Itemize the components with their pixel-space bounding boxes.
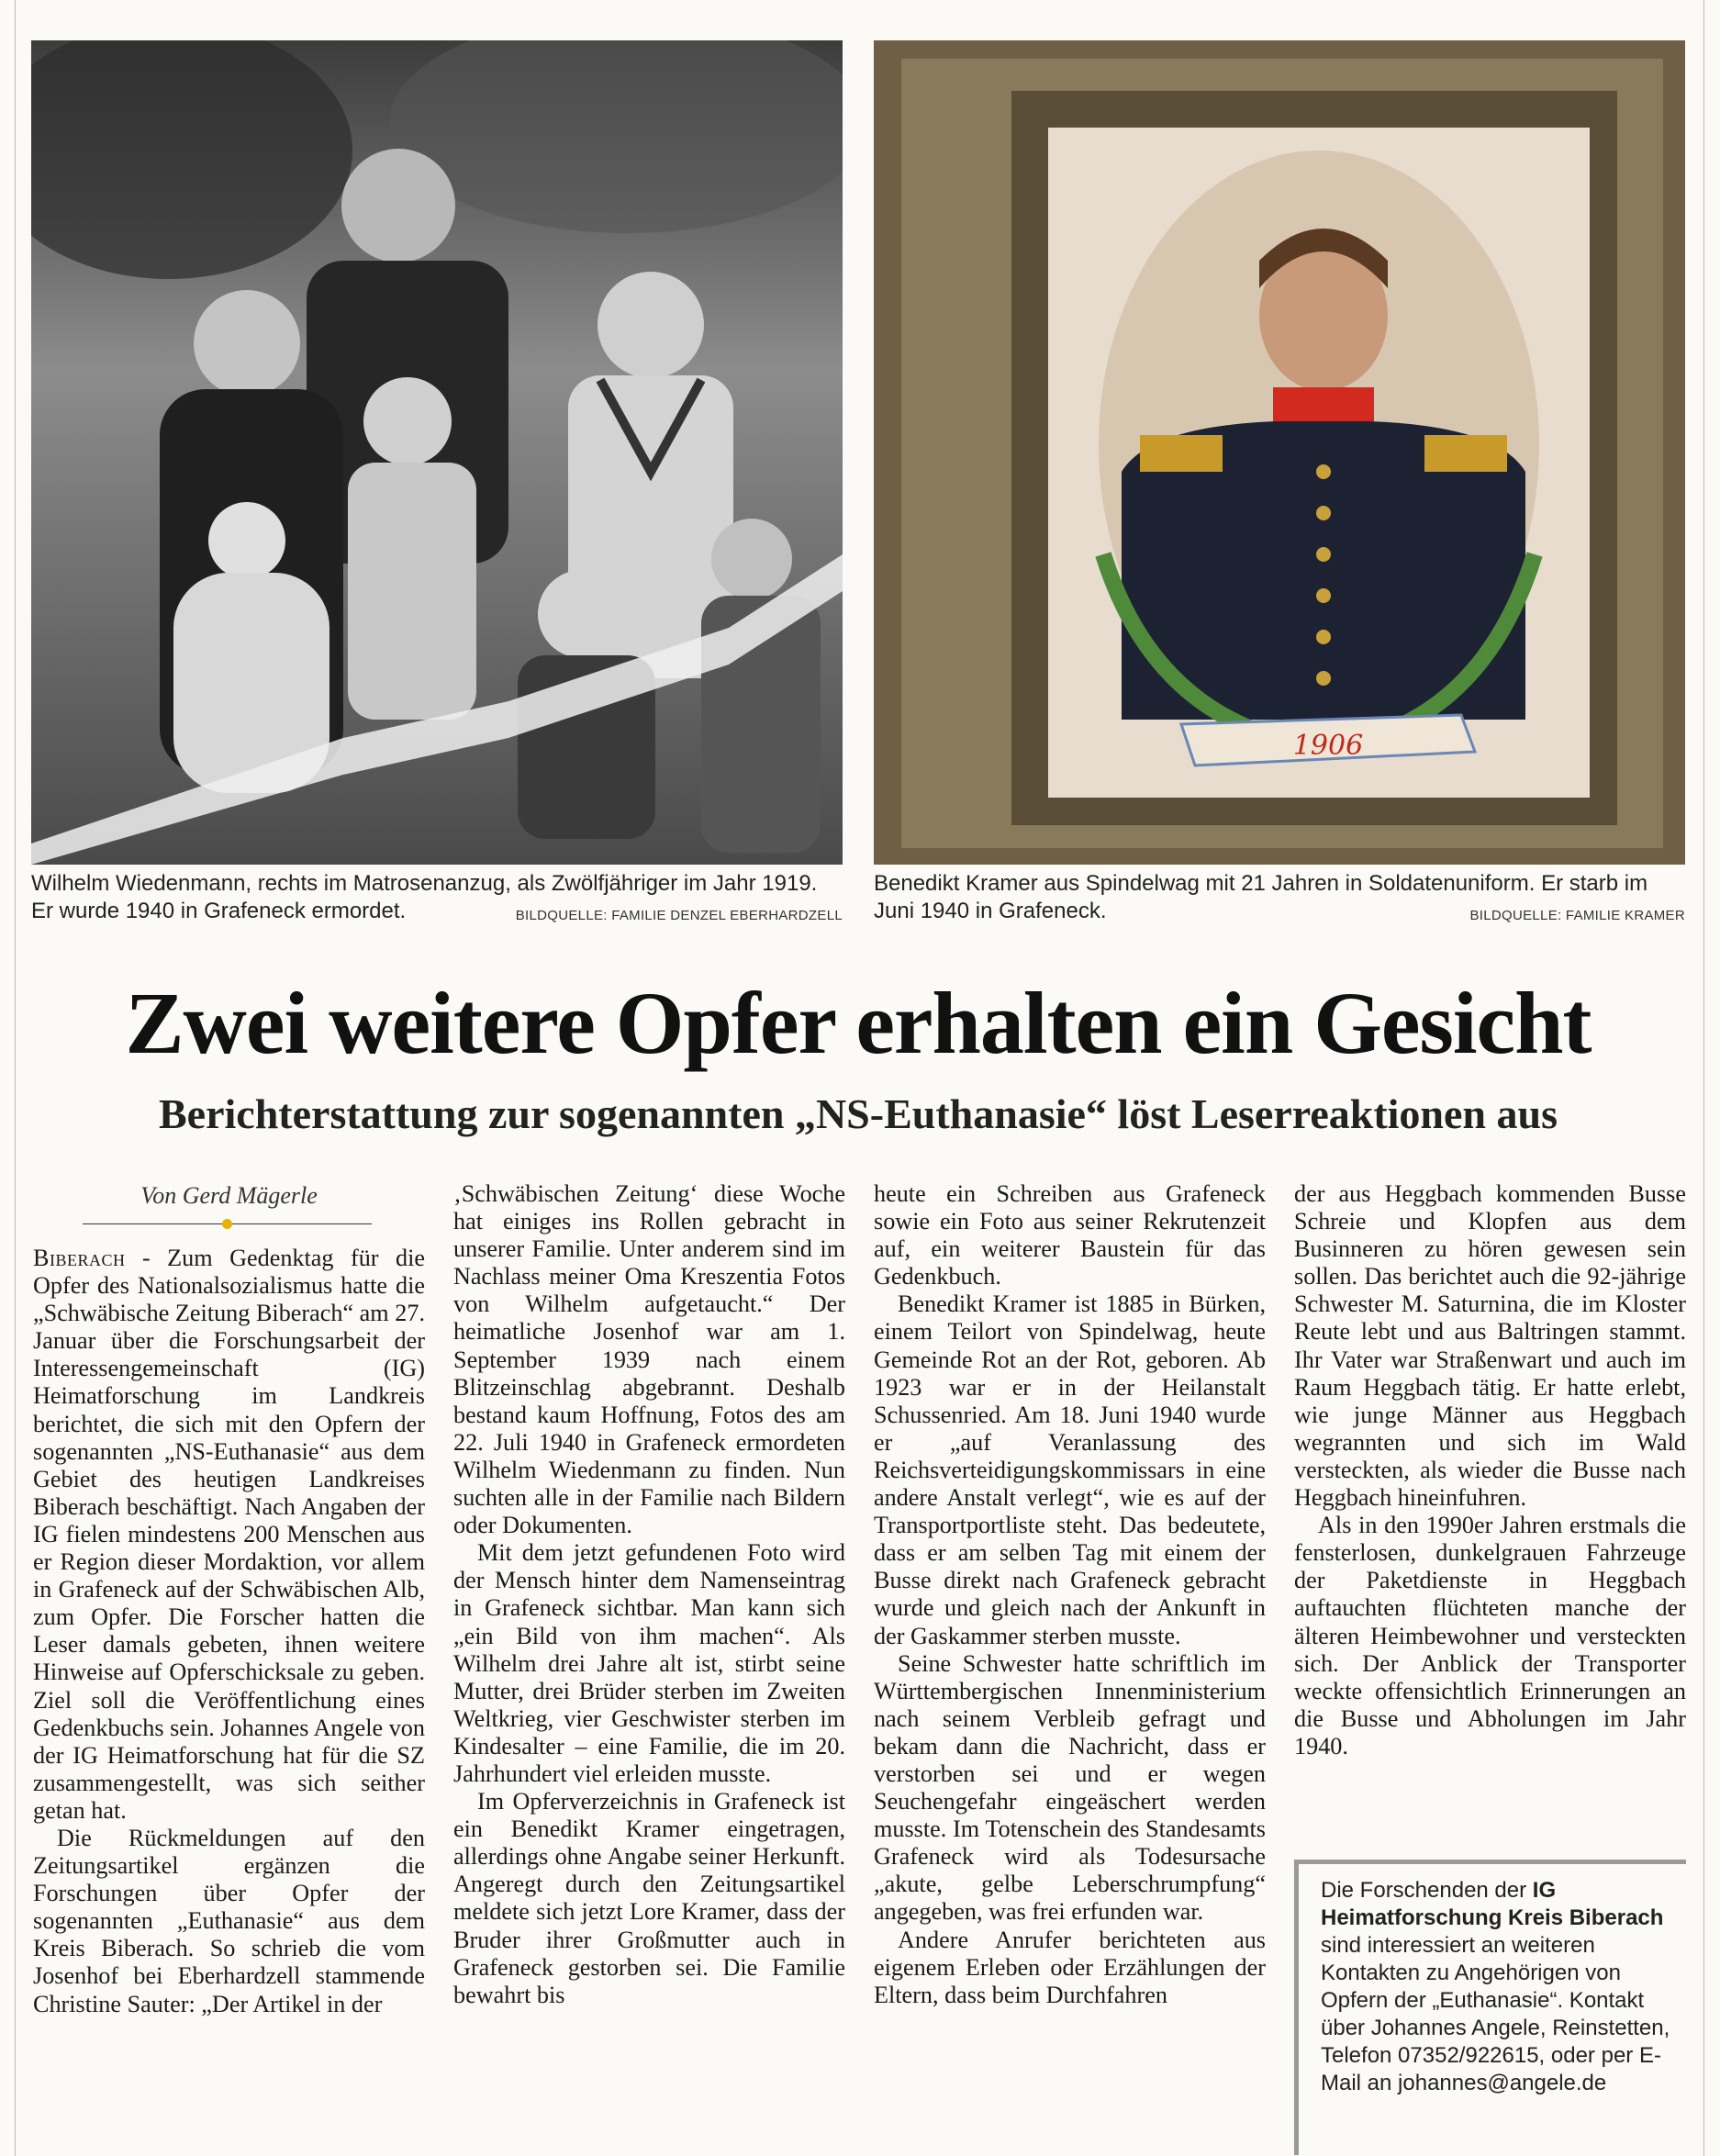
article-paragraph: heute ein Schreiben aus Grafeneck sowie ein Foto aus seiner Rekrutenzeit auf, ein weiterer Baustein für das Gedenkbuch. bbox=[874, 1180, 1266, 1290]
family-photo-caption bbox=[31, 870, 843, 930]
article-paragraph: Die Rückmeldungen auf den Zeitungsartikel ergänzen die Forschungen über Opfer der sogenannten „Euthanasie“ aus dem Kreis Biberach. So schrieb die vom Josenhof bei Eberhardzell stammende Christine Sauter: „Der Artikel in der bbox=[33, 1824, 425, 2017]
article-column-4 bbox=[1294, 1180, 1686, 1760]
article-paragraph bbox=[33, 1245, 425, 1825]
contact-infobox bbox=[1294, 1860, 1686, 2155]
article-paragraph: Mit dem jetzt gefundenen Foto wird der Mensch hinter dem Namenseintrag in Grafeneck sichtbar. Man kann sich „ein Bild von ihm machen“. Als Wilhelm drei Jahre alt ist, stirbt seine Mutter, drei Brüder sterben im Zweiten Weltkrieg, vier Geschwister sterben im Kindesalter – eine Familie, die im 20. Jahrhundert viel erleiden musste. bbox=[453, 1539, 845, 1787]
soldier-photo-credit: BILDQUELLE: FAMILIE KRAMER bbox=[1469, 908, 1685, 923]
soldier-photo-image bbox=[874, 40, 1685, 865]
article-paragraph: Benedikt Kramer ist 1885 in Bürken, einem Teilort von Spindelwag, heute Gemeinde Rot an der Rot, geboren. Ab 1923 war er in der Heilanstalt Schussenried. Am 18. Juni 1940 wurde er „auf Veranlassung des Reichsverteidigungskommissars in eine andere Anstalt verlegt“, wie es auf der Transportportliste steht. Das bedeutete, dass er am selben Tag mit einem der Busse direkt nach Grafeneck gebracht wurde und gleich nach der Ankunft in der Gaskammer sterben musste. bbox=[874, 1290, 1266, 1649]
article-paragraph: Als in den 1990er Jahren erstmals die fensterlosen, dunkelgrauen Fahrzeuge der Paketdienste in Heggbach auftauchten flüchteten manche der älteren Heimbewohner und versteckten sich. Der Anblick der Transporter weckte offensichtlich Erinnerungen an die Busse und Abholungen im Jahr 1940. bbox=[1294, 1512, 1686, 1759]
headline: Zwei weitere Opfer erhalten ein Gesicht bbox=[125, 974, 1592, 1072]
article-paragraph: Im Opferverzeichnis in Grafeneck ist ein Benedikt Kramer eingetragen, allerdings ohne Angabe seiner Herkunft. Angeregt durch den Zeitungsartikel meldete sich jetzt Lore Kramer, dass der Bruder ihrer Großmutter auch in Grafeneck gestorben sei. Die Familie bewahrt bis bbox=[453, 1788, 845, 2008]
paragraph-text: - Zum Gedenktag für die Opfer des Nationalsozialismus hatte die „Schwäbische Zeitung Biberach“ am 27. Januar über die Forschungsarbeit der Interessengemeinschaft (IG) Heimatforschung im Landkreis berichtet, die sich mit den Opfern der sogenannten „NS-Euthanasie“ aus dem Gebiet des heutigen Landkreises Biberach beschäftigt. Nach Angaben der IG fielen mindestens 200 Menschen aus er Region dieser Mordaktion, vor allem in Grafeneck auf der Schwäbischen Alb, zum Opfer. Die Forscher hatten die Leser damals gebeten, ihnen weitere Hinweise auf Opferschicksale zu geben. Ziel soll die Veröffentlichung eines Gedenkbuchs sein. Johannes Angele von der IG Heimatforschung hat für die SZ zusammengestellt, was sich seither getan hat. bbox=[33, 1245, 425, 1824]
article-paragraph: ‚Schwäbischen Zeitung‘ diese Woche hat einiges ins Rollen gebracht in unserer Familie. Unter anderem sind im Nachlass meiner Oma Kreszentia Fotos von Wilhelm aufgetaucht.“ Der heimatliche Josenhof war am 1. September 1939 nach einem Blitzeinschlag abgebrannt. Deshalb bestand kaum Hoffnung, Fotos des am 22. Juli 1940 in Grafeneck ermordeten Wilhelm Wiedenmann zu finden. Nun suchten alle in der Familie nach Bildern oder Dokumenten. bbox=[453, 1180, 845, 1539]
family-photo-credit: BILDQUELLE: FAMILIE DENZEL EBERHARDZELL bbox=[515, 908, 843, 923]
right-column-rule bbox=[1703, 0, 1704, 2156]
family-photo bbox=[31, 40, 843, 865]
article-paragraph: der aus Heggbach kommenden Busse Schreie und Klopfen aus dem Businneren zu hören gewesen sein sollen. Das berichtet auch die 92-jährige Schwester M. Saturnina, die im Kloster Reute lebt und aus Baltringen stammt. Ihr Vater war Straßenwart und auch im Raum Heggbach tätig. Er hatte erlebt, wie junge Männer aus Heggbach wegrannten und sich im Wald versteckten, als wieder die Busse nach Heggbach hineinfuhren. bbox=[1294, 1180, 1686, 1512]
byline: Von Gerd Mägerle bbox=[140, 1182, 318, 1209]
infobox-org: IG Heimatforschung Kreis Biberach bbox=[1321, 1878, 1664, 1930]
family-photo-caption-text: Wilhelm Wiedenmann, rechts im Matrosenanzug, als Zwölfjähriger im Jahr 1919. Er wurde 1940 in Grafeneck ermordet. bbox=[31, 871, 818, 923]
article-paragraph: Seine Schwester hatte schriftlich im Württembergischen Innenministerium nach seinem Verbleib gefragt und bekam dann die Nachricht, dass er verstorben sei und er wegen Seuchengefahr eingeäschert werden musste. Im Totenschein des Standesamts Grafeneck wird als Todesursache „akute, gelbe Leberschrumpfung“ angegeben, was frei erfunden war. bbox=[874, 1649, 1266, 1926]
article-column-1 bbox=[33, 1245, 425, 2018]
left-margin-rule bbox=[15, 0, 16, 2156]
soldier-photo-caption bbox=[874, 870, 1685, 930]
infobox-intro: Die Forschenden der bbox=[1321, 1878, 1533, 1903]
article-column-3 bbox=[874, 1180, 1266, 2009]
byline-dot-icon bbox=[222, 1219, 232, 1229]
soldier-photo-caption-text: Benedikt Kramer aus Spindelwag mit 21 Jahren in Soldatenuniform. Er starb im Juni 1940 in Grafeneck. bbox=[874, 871, 1648, 923]
dateline: Biberach bbox=[33, 1245, 126, 1271]
soldier-photo bbox=[874, 40, 1685, 865]
family-photo-image bbox=[31, 40, 843, 865]
article-column-2 bbox=[453, 1180, 845, 2009]
subheadline: Berichterstattung zur sogenannten „NS-Euthanasie“ löst Leserreaktionen aus bbox=[159, 1090, 1558, 1137]
infobox-text: sind interessiert an weiteren Kontakten zu Angehörigen von Opfern der „Euthanasie“. Kontakt über Johannes Angele, Reinstetten, Telefon 07352/922615, oder per E-Mail an johannes@angele.de bbox=[1321, 1933, 1670, 2095]
ribbon-year: 1906 bbox=[1292, 730, 1364, 762]
article-paragraph: Andere Anrufer berichteten aus eigenem Erleben oder Erzählungen der Eltern, dass beim Durchfahren bbox=[874, 1926, 1266, 2008]
